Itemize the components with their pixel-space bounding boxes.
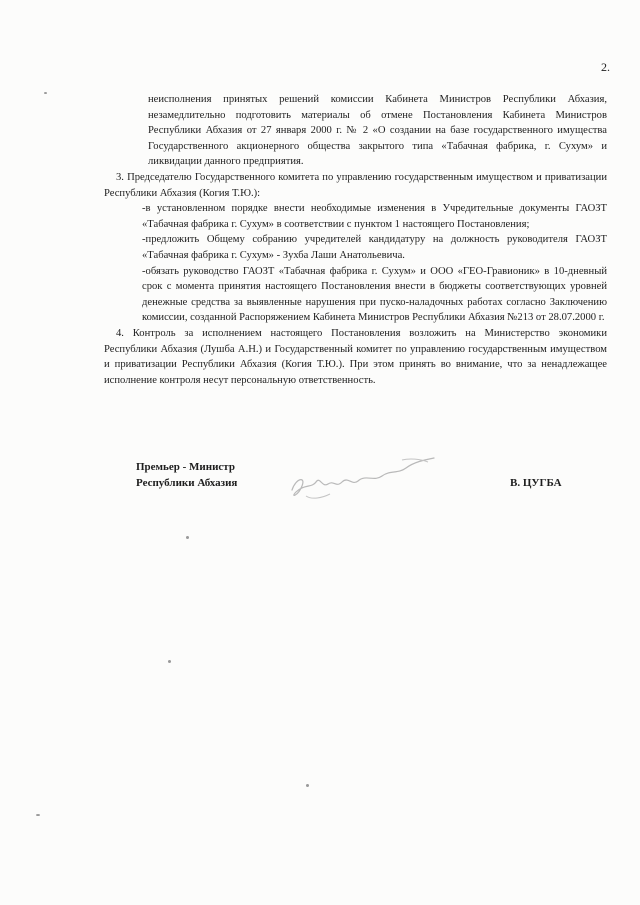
paragraph-item-3: 3. Председателю Государственного комитета по управлению государственным имуществом и приватизации Республики Абхазия (Когия Т.Ю.): [104,171,607,199]
document-body [104,92,607,388]
paragraph-item-4: 4. Контроль за исполнением настоящего Постановления возложить на Министерство экономики Республики Абхазия (Лушба А.Н.) и Государственный комитет по управлению государственным имуществом и приватизации Республики Абхазия (Когия Т.Ю.). При этом принять во внимание, что за ненадлежащее исполнение контроля несут персональную ответственность. [104,327,607,386]
scan-speck [36,814,40,816]
signatory-title-line-1: Премьер - Министр [136,461,235,473]
scan-speck [306,784,309,787]
paragraph-continuation: неисполнения принятых решений комиссии Кабинета Министров Республики Абхазия, незамедлительно подготовить материалы об отмене Постановления Кабинета Министров Республики Абхазия от 27 января 2000 г. № 2 «О создании на базе государственного имущества Государственного акционерного общества закрытого типа «Табачная фабрика, г. Сухум» и ликвидации данного предприятия. [148,94,607,168]
paragraph-dash-2: -предложить Общему собранию учредителей кандидатуру на должность руководителя ГАОЗТ «Табачная фабрика г. Сухум» - Зухба Лаши Анатольевича. [142,234,607,261]
page-number: 2. [601,60,610,74]
paragraph-dash-3: -обязать руководство ГАОЗТ «Табачная фабрика г. Сухум» и ООО «ГЕО-Гравионик» в 10-дневный срок с момента принятия настоящего Постановления внести в бюджеты соответствующих уровней денежные средства за выявленные нарушения при пуско-наладочных работах согласно Заключению комиссии, созданной Распоряжением Кабинета Министров Республики Абхазия №213 от 28.07.2000 г. [142,265,607,324]
scan-speck [168,660,171,663]
signatory-title-line-2: Республики Абхазия [136,476,238,489]
signatory-name: В. ЦУГБА [510,477,562,489]
paragraph-dash-1: -в установленном порядке внести необходимые изменения в Учредительные документы ГАОЗТ «Табачная фабрика г. Сухум» в соответствии с пунктом 1 настоящего Постановления; [142,203,607,230]
scan-speck [44,92,47,94]
handwritten-signature [282,448,442,508]
scan-speck [186,536,189,539]
